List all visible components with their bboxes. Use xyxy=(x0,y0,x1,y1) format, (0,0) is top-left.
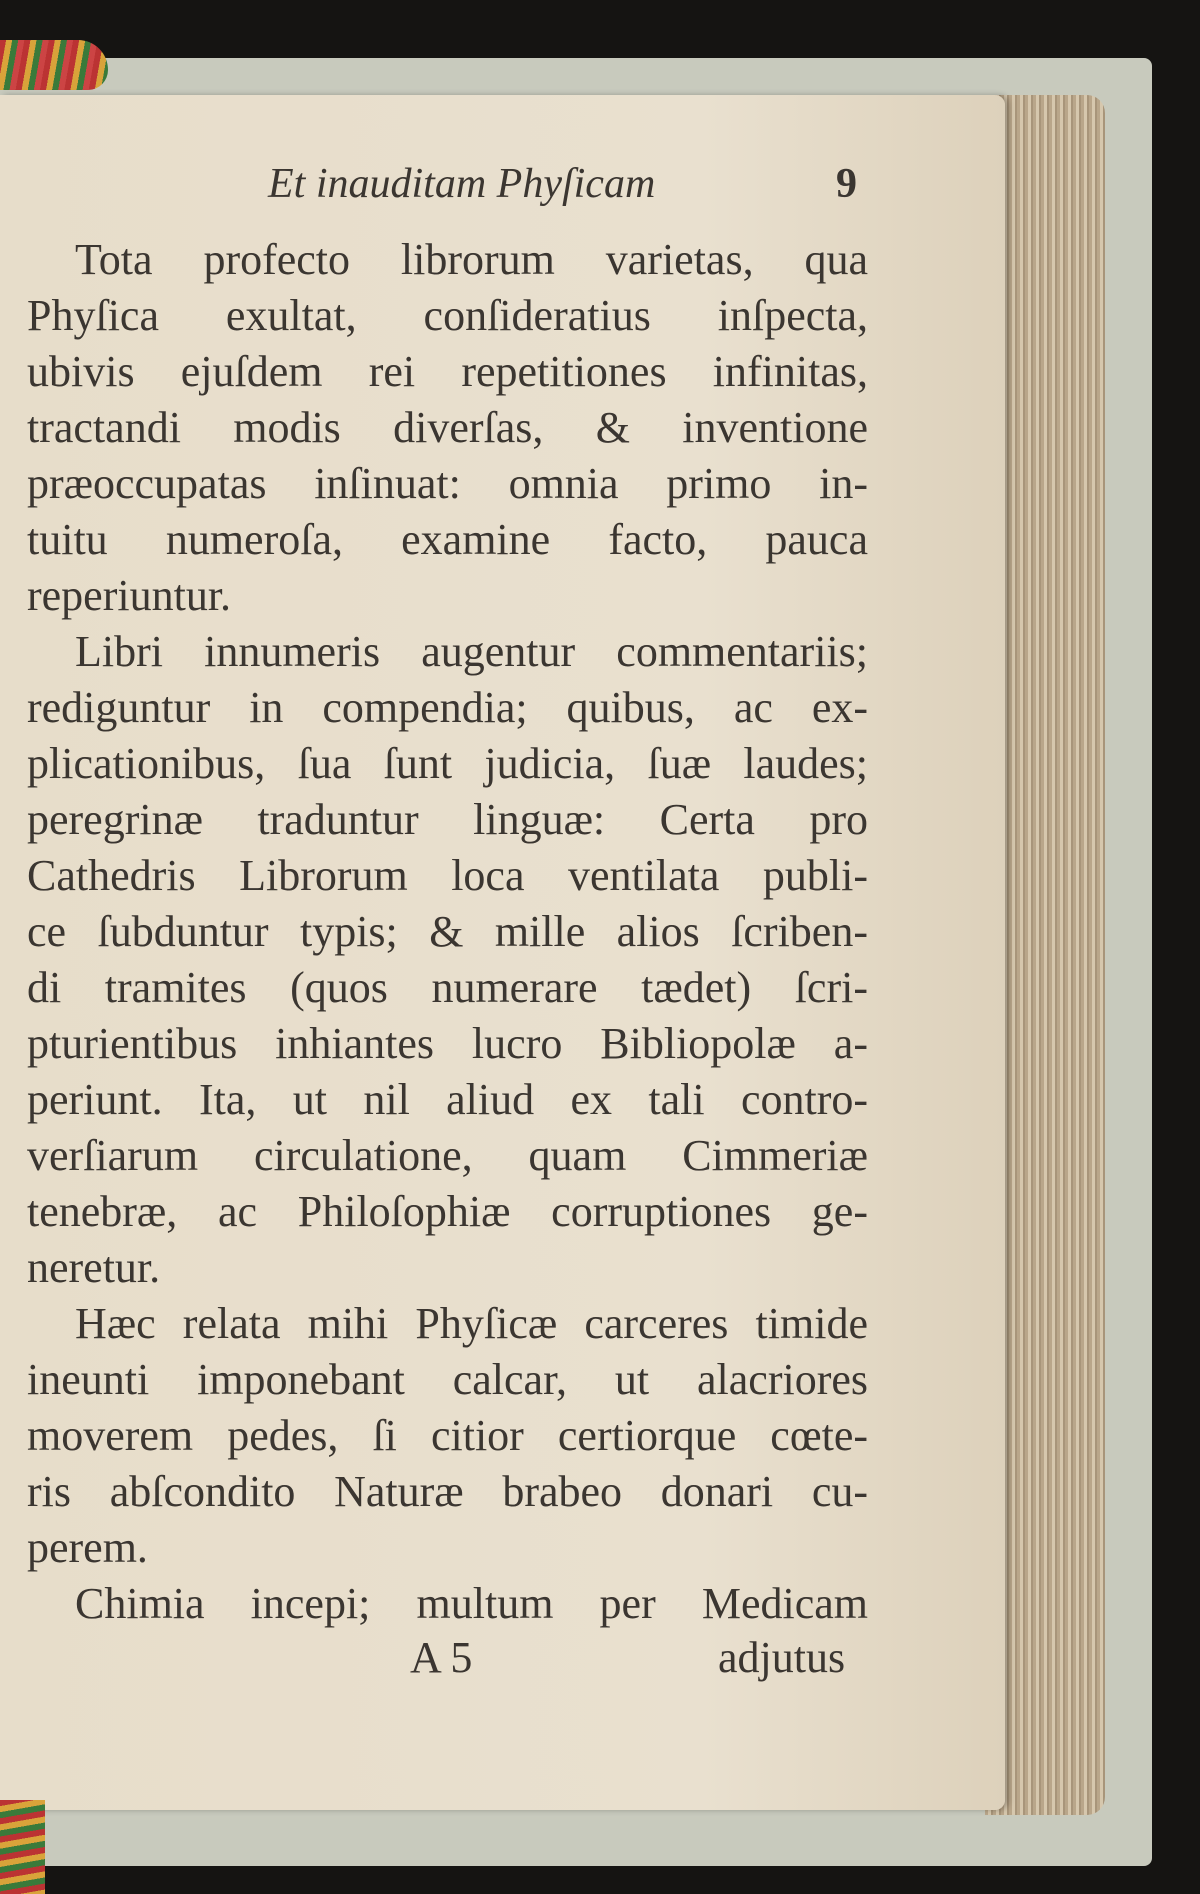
text-line: ce ſubduntur typis; & mille alios ſcriben- xyxy=(27,907,868,956)
text-line: neretur. xyxy=(27,1243,161,1292)
text-line: ubivis ejuſdem rei repetitiones infinitas, xyxy=(27,347,868,396)
text-line: tenebræ, ac Philoſophiæ corruptiones ge- xyxy=(27,1187,868,1236)
page-number: 9 xyxy=(836,161,857,207)
text-line: Chimia incepi; multum per Medicam xyxy=(75,1579,868,1628)
text-line: Tota profecto librorum varietas, qua xyxy=(75,235,868,284)
text-line: ineunti imponebant calcar, ut alacriores xyxy=(27,1355,868,1404)
text-line: Cathedris Librorum loca ventilata publi- xyxy=(27,851,868,900)
text-line: tuitu numeroſa, examine facto, pauca xyxy=(27,515,868,564)
text-line: pturientibus inhiantes lucro Bibliopolæ a- xyxy=(27,1019,868,1068)
bookmark-ribbon-bottom xyxy=(0,1800,45,1894)
text-line: verſiarum circulatione, quam Cimmeriæ xyxy=(27,1131,868,1180)
text-line: di tramites (quos numerare tædet) ſcri- xyxy=(27,963,868,1012)
text-line: Libri innumeris augentur commentariis; xyxy=(75,627,868,676)
text-line: perem. xyxy=(27,1523,148,1572)
text-line: Phyſica exultat, conſideratius inſpecta, xyxy=(27,291,868,340)
catchword: adjutus xyxy=(718,1633,846,1682)
text-line: peregrinæ traduntur linguæ: Certa pro xyxy=(27,795,868,844)
bookmark-ribbon-top xyxy=(0,40,108,90)
text-line: rediguntur in compendia; quibus, ac ex- xyxy=(27,683,868,732)
signature-mark: A 5 xyxy=(410,1633,473,1682)
text-line: moverem pedes, ſi citior certiorque cœte- xyxy=(27,1411,868,1460)
text-line: periunt. Ita, ut nil aliud ex tali contro- xyxy=(27,1075,868,1124)
text-line: ris abſcondito Naturæ brabeo donari cu- xyxy=(27,1467,868,1516)
running-title: Et inauditam Phyſicam xyxy=(268,161,656,207)
text-line: plicationibus, ſua ſunt judicia, ſuæ laudes; xyxy=(27,739,868,788)
text-line: reperiuntur. xyxy=(27,571,232,620)
text-line: præoccupatas inſinuat: omnia primo in- xyxy=(27,459,868,508)
text-line: tractandi modis diverſas, & inventione xyxy=(27,403,868,452)
text-line: Hæc relata mihi Phyſicæ carceres timide xyxy=(75,1299,868,1348)
